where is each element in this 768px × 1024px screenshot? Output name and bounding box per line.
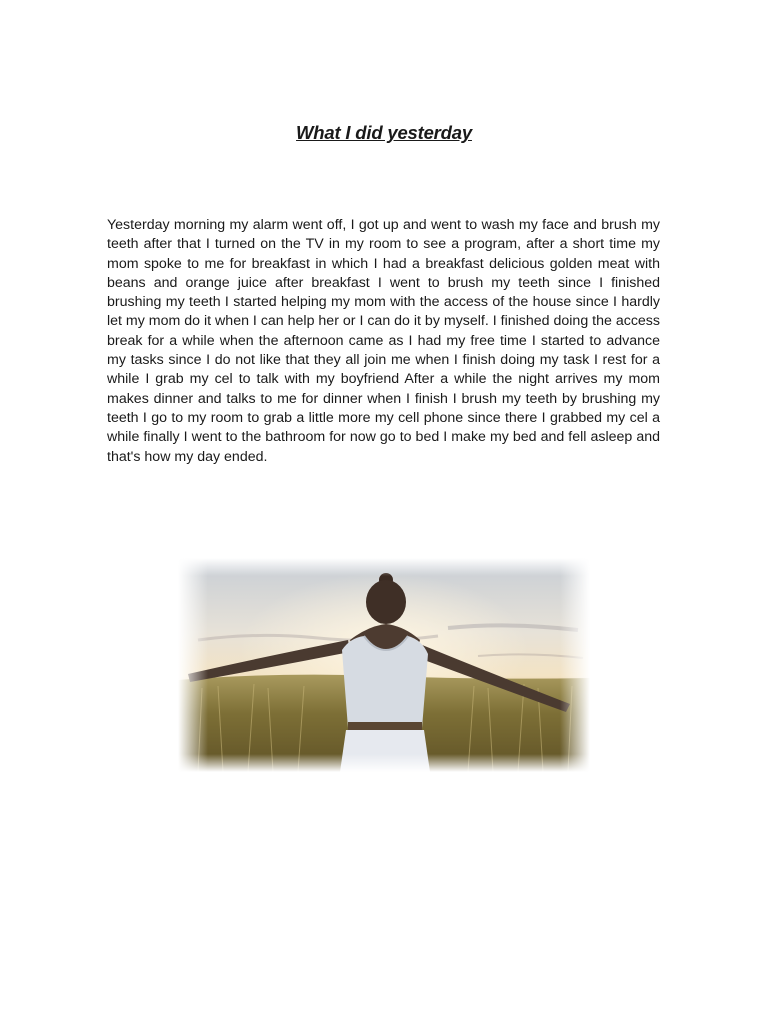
document-body-paragraph: Yesterday morning my alarm went off, I got up and went to wash my face and brush my teeth after that I turned on the TV in my room to see a program, after a short time my mom spoke to me for breakfast in which I had a breakfast delicious golden meat with beans and orange juice after breakfast I went to brush my teeth since I finished brushing my teeth I started helping my mom with the access of the house since I hardly let my mom do it when I can help her or I can do it by myself. I finished doing the access break for a while when the afternoon came as I had my free time I started to advance my tasks since I do not like that they all join me when I finish doing my task I rest for a while I grab my cel to talk with my boyfriend After a while the night arrives my mom makes dinner and talks to me for dinner when I finish I brush my teeth by brushing my teeth I go to my room to grab a little more my cell phone since there I grabbed my cel a while finally I went to the bathroom for now go to bed I make my bed and fell asleep and that's how my day ended. xyxy=(107,217,660,465)
photo-woman-in-field xyxy=(178,558,590,772)
document-title: What I did yesterday xyxy=(296,122,472,143)
